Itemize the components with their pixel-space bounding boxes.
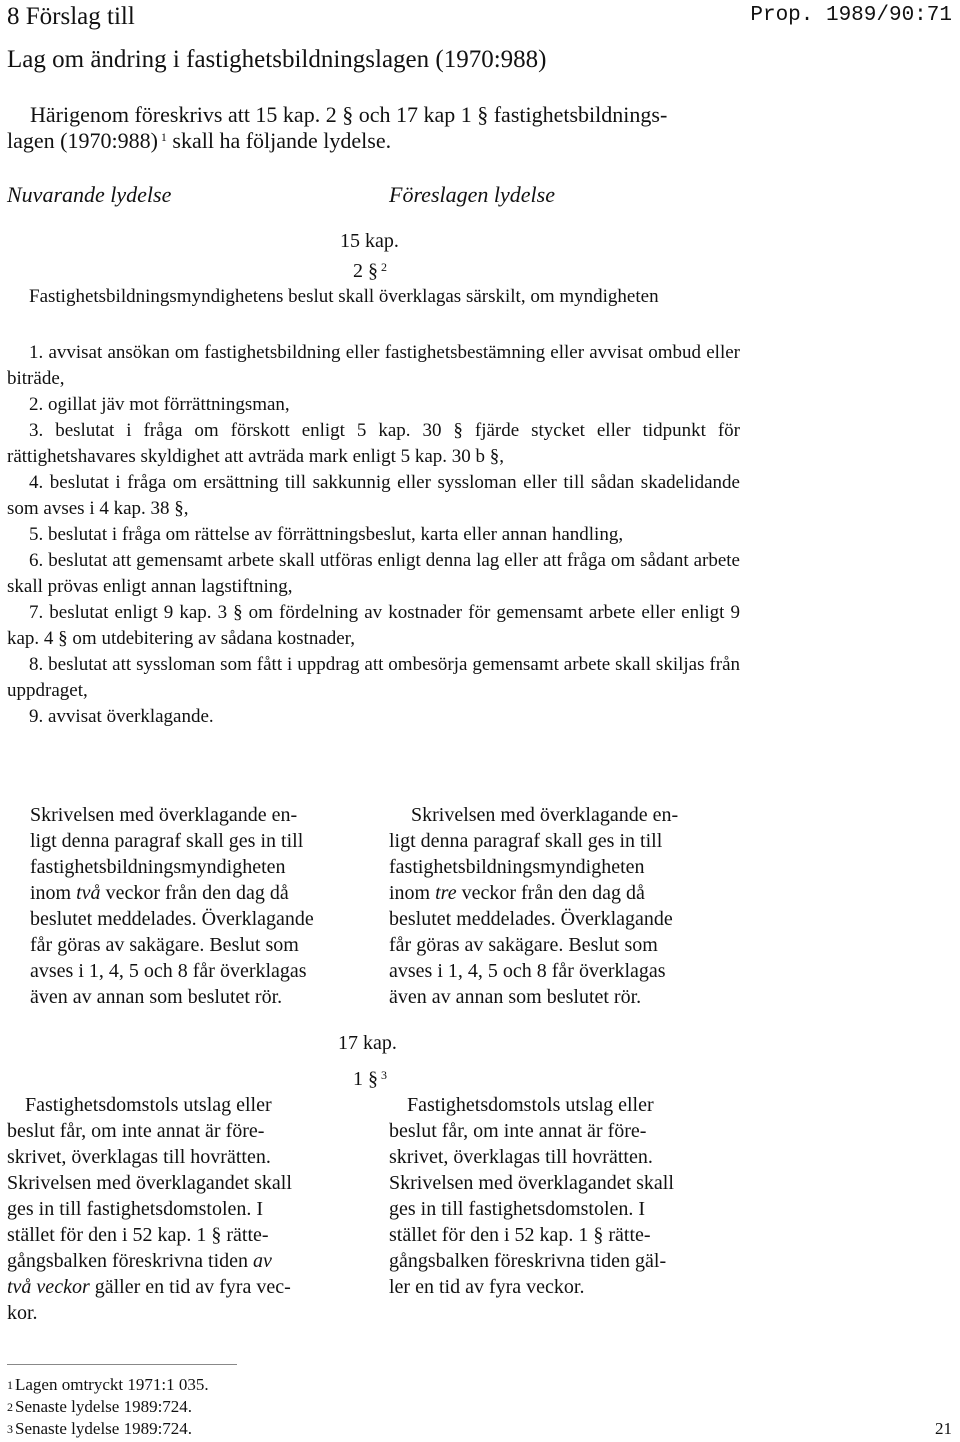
text-line: även av annan som beslutet rör. xyxy=(30,986,283,1008)
text-line: Fastighetsdomstols utslag eller xyxy=(25,1094,272,1116)
page-number: 21 xyxy=(935,1419,952,1438)
chapter-17-heading: 17 kap. xyxy=(338,1032,397,1054)
column-heading-current: Nuvarande lydelse xyxy=(7,182,172,207)
text-line: beslut får, om inte annat är före- xyxy=(389,1120,647,1142)
text-line: beslutet meddelades. Överklagande xyxy=(30,908,314,930)
footnotes xyxy=(7,1374,407,1440)
text-line: ler en tid av fyra veckor. xyxy=(389,1276,585,1298)
list-item: 5. beslutat i fråga om rättelse av förrättningsbeslut, karta eller annan handling, xyxy=(29,524,624,545)
preamble-line-1: Härigenom föreskrivs att 15 kap. 2 § och 17 kap 1 § fastighetsbildnings- xyxy=(30,102,668,127)
text-line: får göras av sakägare. Beslut som xyxy=(30,934,299,956)
text-line: gångsbalken föreskrivna tiden av xyxy=(7,1250,272,1272)
chapter-15-paragraph: 2 § $^2$ xyxy=(353,260,387,282)
text-line: får göras av sakägare. Beslut som xyxy=(389,934,658,956)
text-line: även av annan som beslutet rör. xyxy=(389,986,642,1008)
chapter-17-paragraph: 1 § $^3$ xyxy=(353,1068,387,1090)
footnote: $^2$ Senaste lydelse 1989:724. xyxy=(7,1397,193,1416)
text-line: ligt denna paragraf skall ges in till xyxy=(30,830,304,852)
chapter-17-current-text xyxy=(7,1092,357,1326)
chapter-17-proposed-text xyxy=(389,1092,749,1300)
text-line: skrivet, överklagas till hovrätten. xyxy=(7,1146,271,1168)
chapter-15-current-text xyxy=(30,802,360,1010)
chapter-15-intro: Fastighetsbildningsmyndighetens beslut skall överklagas särskilt, om myndigheten xyxy=(29,286,659,307)
list-item: 4. beslutat i fråga om ersättning till sakkunnig eller syssloman eller till sådan skadelidande som avses i 4 kap. 38 §, xyxy=(7,472,740,519)
text-line: ges in till fastighetsdomstolen. I xyxy=(7,1198,264,1220)
text-line: Skrivelsen med överklagande en- xyxy=(30,804,298,826)
list-item: 3. beslutat i fråga om förskott enligt 5 kap. 30 § fjärde stycket eller tidpunkt för rättighetshavares skyldighet att avträda mark enligt 5 kap. 30 b §, xyxy=(7,420,740,467)
footnote: $^1$ Lagen omtryckt 1971:1 035. xyxy=(7,1375,209,1394)
chapter-15-item-list xyxy=(7,340,740,730)
text-line: stället för den i 52 kap. 1 § rätte- xyxy=(389,1224,651,1246)
section-title: 8 Förslag till xyxy=(7,3,135,30)
text-line: kor. xyxy=(7,1302,38,1324)
list-item: 9. avvisat överklagande. xyxy=(29,706,214,727)
law-title: Lag om ändring i fastighetsbildningslagen (1970:988) xyxy=(7,46,547,73)
text-line: Skrivelsen med överklagandet skall xyxy=(389,1172,674,1194)
list-item: 7. beslutat enligt 9 kap. 3 § om fördelning av kostnader för gemensamt arbete eller enligt 9 kap. 4 § om utdebitering av sådana kostnader, xyxy=(7,602,740,649)
text-line: stället för den i 52 kap. 1 § rätte- xyxy=(7,1224,269,1246)
text-line: Skrivelsen med överklagandet skall xyxy=(7,1172,292,1194)
list-item: 1. avvisat ansökan om fastighetsbildning eller fastighetsbestämning eller avvisat ombud eller biträde, xyxy=(7,342,740,389)
column-heading-proposed: Föreslagen lydelse xyxy=(389,182,555,207)
list-item: 2. ogillat jäv mot förrättningsman, xyxy=(29,394,290,415)
list-item: 8. beslutat att syssloman som fått i uppdrag att ombesörja gemensamt arbete skall skiljas från uppdraget, xyxy=(7,654,740,701)
list-item: 6. beslutat att gemensamt arbete skall utföras enligt denna lag eller att fråga om sådant arbete skall prövas enligt annan lagstiftning, xyxy=(7,550,740,597)
footnote-separator xyxy=(7,1364,237,1365)
text-line: ligt denna paragraf skall ges in till xyxy=(389,830,663,852)
chapter-15-proposed-text xyxy=(389,802,749,1010)
text-line: beslutet meddelades. Överklagande xyxy=(389,908,673,930)
text-line: avses i 1, 4, 5 och 8 får överklagas xyxy=(30,960,307,982)
text-line: fastighetsbildningsmyndigheten xyxy=(389,856,645,878)
text-line: skrivet, överklagas till hovrätten. xyxy=(389,1146,653,1168)
text-line: fastighetsbildningsmyndigheten xyxy=(30,856,286,878)
text-line: Skrivelsen med överklagande en- xyxy=(411,804,679,826)
text-line: ges in till fastighetsdomstolen. I xyxy=(389,1198,646,1220)
prop-reference: Prop. 1989/90:71 xyxy=(750,4,952,27)
chapter-15-heading: 15 kap. xyxy=(340,230,399,252)
text-line: inom tre veckor från den dag då xyxy=(389,882,645,904)
footnote: $^3$ Senaste lydelse 1989:724. xyxy=(7,1419,193,1438)
text-line: beslut får, om inte annat är före- xyxy=(7,1120,265,1142)
preamble-line-2: lagen (1970:988) $^1$ skall ha följande lydelse. xyxy=(7,128,392,153)
text-line: gångsbalken föreskrivna tiden gäl- xyxy=(389,1250,667,1272)
text-line: Fastighetsdomstols utslag eller xyxy=(407,1094,654,1116)
text-line: avses i 1, 4, 5 och 8 får överklagas xyxy=(389,960,666,982)
text-line: två veckor gäller en tid av fyra vec- xyxy=(7,1276,291,1298)
text-line: inom två veckor från den dag då xyxy=(30,882,289,904)
